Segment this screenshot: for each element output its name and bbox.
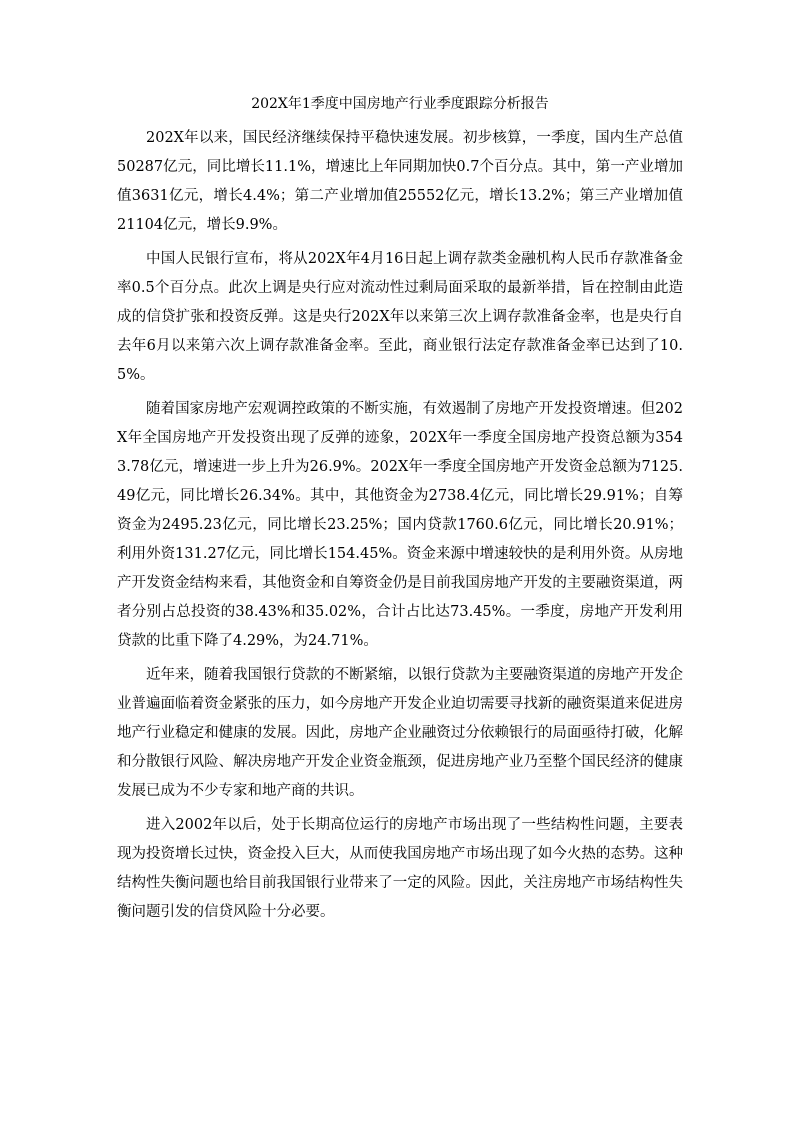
paragraph-investment: 随着国家房地产宏观调控政策的不断实施，有效遏制了房地产开发投资增速。但202X年全国房地产开发投资出现了反弹的迹象，202X年一季度全国房地产投资总额为3543.78亿元，增速进一步上升为26.9%。202X年一季度全国房地产开发资金总额为7125.49亿元，同比增长26.34%。其中，其他资金为2738.4亿元，同比增长29.91%；自筹资金为2495.23亿元，同比增长23.25%；国内贷款1760.6亿元，同比增长20.91%；利用外资131.27亿元，同比增长154.45%。资金来源中增速较快的是利用外资。从房地产开发资金结构来看，其他资金和自筹资金仍是目前我国房地产开发的主要融资渠道，两者分别占总投资的38.43%和35.02%，合计占比达73.45%。一季度，房地产开发利用贷款的比重下降了4.29%，为24.71%。 xyxy=(117,401,683,649)
paragraph-structural-risk: 进入2002年以后，处于长期高位运行的房地产市场出现了一些结构性问题，主要表现为投资增长过快，资金投入巨大，从而使我国房地产市场出现了如今火热的态势。这种结构性失衡问题也给目前我国银行业带来了一定的风险。因此，关注房地产市场结构性失衡问题引发的信贷风险十分必要。 xyxy=(117,817,683,920)
document-title: 202X年1季度中国房地产行业季度跟踪分析报告 xyxy=(251,96,549,112)
paragraph-financing: 近年来，随着我国银行贷款的不断紧缩，以银行贷款为主要融资渠道的房地产开发企业普遍面临着资金紧张的压力，如今房地产开发企业迫切需要寻找新的融资渠道来促进房地产行业稳定和健康的发展。因此，房地产企业融资过分依赖银行的局面亟待打破，化解和分散银行风险、解决房地产开发企业资金瓶颈，促进房地产业乃至整个国民经济的健康发展已成为不少专家和地产商的共识。 xyxy=(117,667,683,799)
paragraph-reserve-ratio: 中国人民银行宣布，将从202X年4月16日起上调存款类金融机构人民币存款准备金率0.5个百分点。此次上调是央行应对流动性过剩局面采取的最新举措，旨在控制由此造成的信贷扩张和投资反弹。这是央行202X年以来第三次上调存款准备金率，也是央行自去年6月以来第六次上调存款准备金率。至此，商业银行法定存款准备金率已达到了10.5%。 xyxy=(117,251,683,383)
paragraph-gdp: 202X年以来，国民经济继续保持平稳快速发展。初步核算，一季度，国内生产总值50287亿元，同比增长11.1%，增速比上年同期加快0.7个百分点。其中，第一产业增加值3631亿元，增长4.4%；第二产业增加值25552亿元，增长13.2%；第三产业增加值21104亿元，增长9.9%。 xyxy=(117,130,683,233)
document-page xyxy=(117,94,683,932)
